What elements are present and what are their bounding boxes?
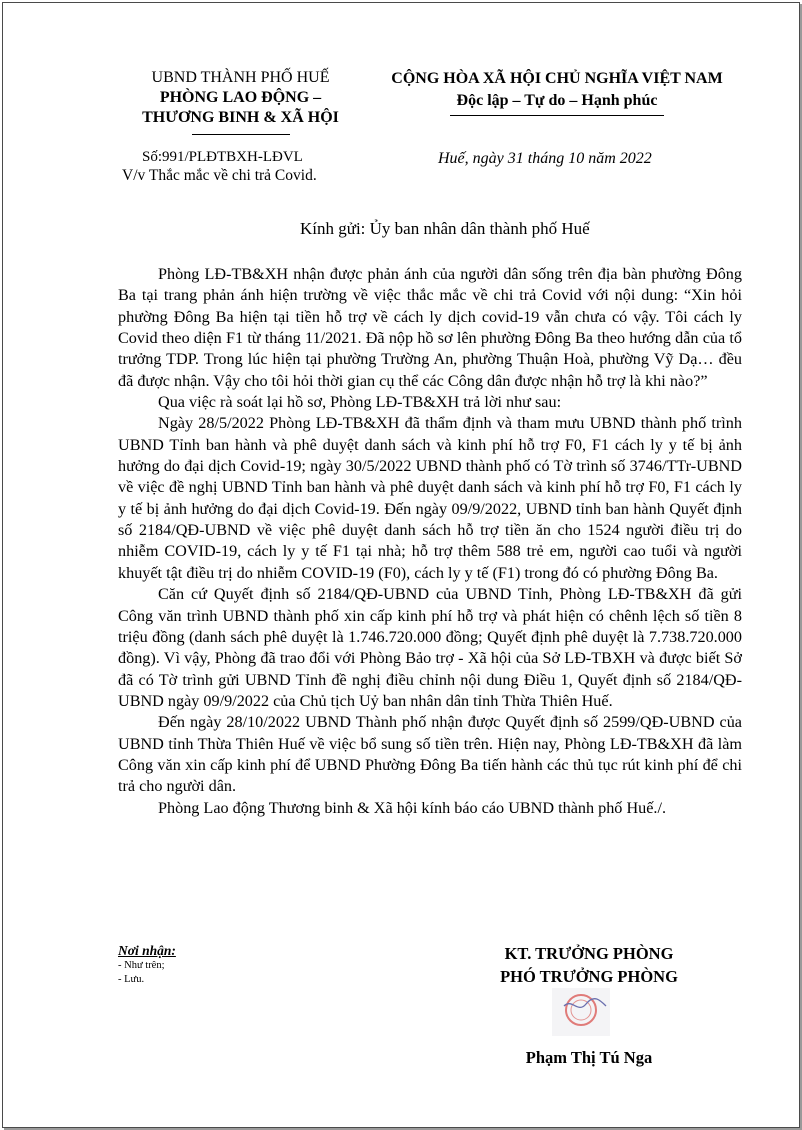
recipient-item: - Như trên;: [118, 960, 165, 971]
body-paragraph-5: Đến ngày 28/10/2022 UBND Thành phố nhận được Quyết định số 2599/QĐ-UBND của UBND tỉnh Thừa Thiên Huế về việc bổ sung số tiền trên. Hiện nay, Phòng LĐ-TB&XH đã làm Công văn xin cấp kinh phí để UBND Phường Đông Ba tiến hành các thủ tục rút kinh phí để chi trả cho người dân.: [118, 713, 742, 796]
org-line-3: THƯƠNG BINH & XÃ HỘI: [142, 109, 339, 126]
nation-motto: Độc lập – Tự do – Hạnh phúc: [456, 92, 658, 109]
signer-name: Phạm Thị Tú Nga: [525, 1048, 653, 1067]
motto-underline: [450, 115, 664, 116]
recipients-block: [118, 943, 176, 987]
signature-title-line-1: KT. TRƯỞNG PHÒNG: [504, 944, 674, 963]
nation-title: CỘNG HÒA XÃ HỘI CHỦ NGHĨA VIỆT NAM: [391, 70, 723, 87]
body-paragraph-3: Ngày 28/5/2022 Phòng LĐ-TB&XH đã thẩm định và tham mưu UBND thành phố trình UBND Tỉnh ban hành và phê duyệt danh sách và kinh phí hỗ trợ F0, F1 cách ly y tế bị ảnh hưởng do đại dịch Covid-19; ngày 30/5/2022 UBND thành phố có Tờ trình số 3746/TTr-UBND về việc đề nghị UBND Tỉnh ban hành và phê duyệt danh sách và kinh phí hỗ trợ F0, F1 cách ly y tế bị ảnh hưởng do đại dịch Covid-19. Đến ngày 09/9/2022, UBND tỉnh ban hành Quyết định số 2184/QĐ-UBND về việc phê duyệt danh sách hỗ trợ tiền ăn cho 1524 người điều trị do nhiễm COVID-19, cách ly y tế F1 tại nhà; hỗ trợ thêm 588 trẻ em, người cao tuổi và người khuyết tật điều trị do nhiễm COVID-19 (F0), cách ly y tế (F1) trong đó có phường Đông Ba.: [118, 414, 742, 582]
document-date: Huế, ngày 31 tháng 10 năm 2022: [438, 150, 652, 167]
body-paragraph-4: Căn cứ Quyết định số 2184/QĐ-UBND của UBND Tỉnh, Phòng LĐ-TB&XH đã gửi Công văn trình UBND thành phố xin cấp kinh phí hỗ trợ và phát hiện có chênh lệch số tiền 8 triệu đồng (danh sách phê duyệt là 1.746.720.000 đồng; Quyết định phê duyệt là 7.738.720.000 đồng). Vì vậy, Phòng đã trao đổi với Phòng Bảo trợ - Xã hội của Sở LĐ-TBXH và được biết Sở đã có Tờ trình gửi UBND Tỉnh đề nghị điều chỉnh nội dung Điều 1, Quyết định số 2184/QĐ-UBND ngày 09/9/2022 của Chủ tịch Uỷ ban nhân dân tỉnh Thừa Thiên Huế.: [118, 585, 742, 710]
issuing-organization: [108, 68, 373, 135]
recipients-title: Nơi nhận:: [118, 943, 176, 958]
body-paragraph-1: Phòng LĐ-TB&XH nhận được phản ánh của người dân sống trên địa bàn phường Đông Ba tại trang phản ánh hiện trường về việc thắc mắc về chi trả Covid với nội dung: “Xin hỏi phường Đông Ba hiện tại tiền hỗ trợ về cách ly dịch covid-19 vẫn chưa có vậy. Tôi cách ly Covid theo diện F1 từ tháng 11/2021. Đã nộp hồ sơ lên phường Đông Ba theo hướng dẫn của tổ trưởng TDP. Trong lúc hiện tại phường Trường An, phường Thuận Hoà, phường Vỹ Dạ… đều đã được nhận. Vậy cho tôi hỏi thời gian cụ thể các Công dân được nhận hỗ trợ là khi nào?”: [118, 265, 742, 390]
recipient-item: - Lưu.: [118, 974, 145, 985]
body-paragraph-6: Phòng Lao động Thương binh & Xã hội kính báo cáo UBND thành phố Huế./.: [158, 798, 667, 817]
org-line-1: UBND THÀNH PHỐ HUẾ: [151, 69, 330, 86]
signature-stamp-icon: [548, 984, 614, 1040]
document-number: Số:991/PLĐTBXH-LĐVL: [142, 149, 303, 165]
document-body: [118, 264, 742, 819]
org-underline: [192, 134, 290, 135]
org-line-2: PHÒNG LAO ĐỘNG –: [159, 89, 322, 106]
recipient-line: Kính gửi: Ủy ban nhân dân thành phố Huế: [300, 219, 590, 238]
signature-title-line-2: PHÓ TRƯỞNG PHÒNG: [500, 967, 678, 986]
body-paragraph-2: Qua việc rà soát lại hồ sơ, Phòng LĐ-TB&XH trả lời như sau:: [158, 393, 562, 412]
signature-title: [454, 942, 724, 988]
national-header: [368, 68, 746, 116]
document-subject: V/v Thắc mắc về chi trả Covid.: [122, 167, 317, 184]
